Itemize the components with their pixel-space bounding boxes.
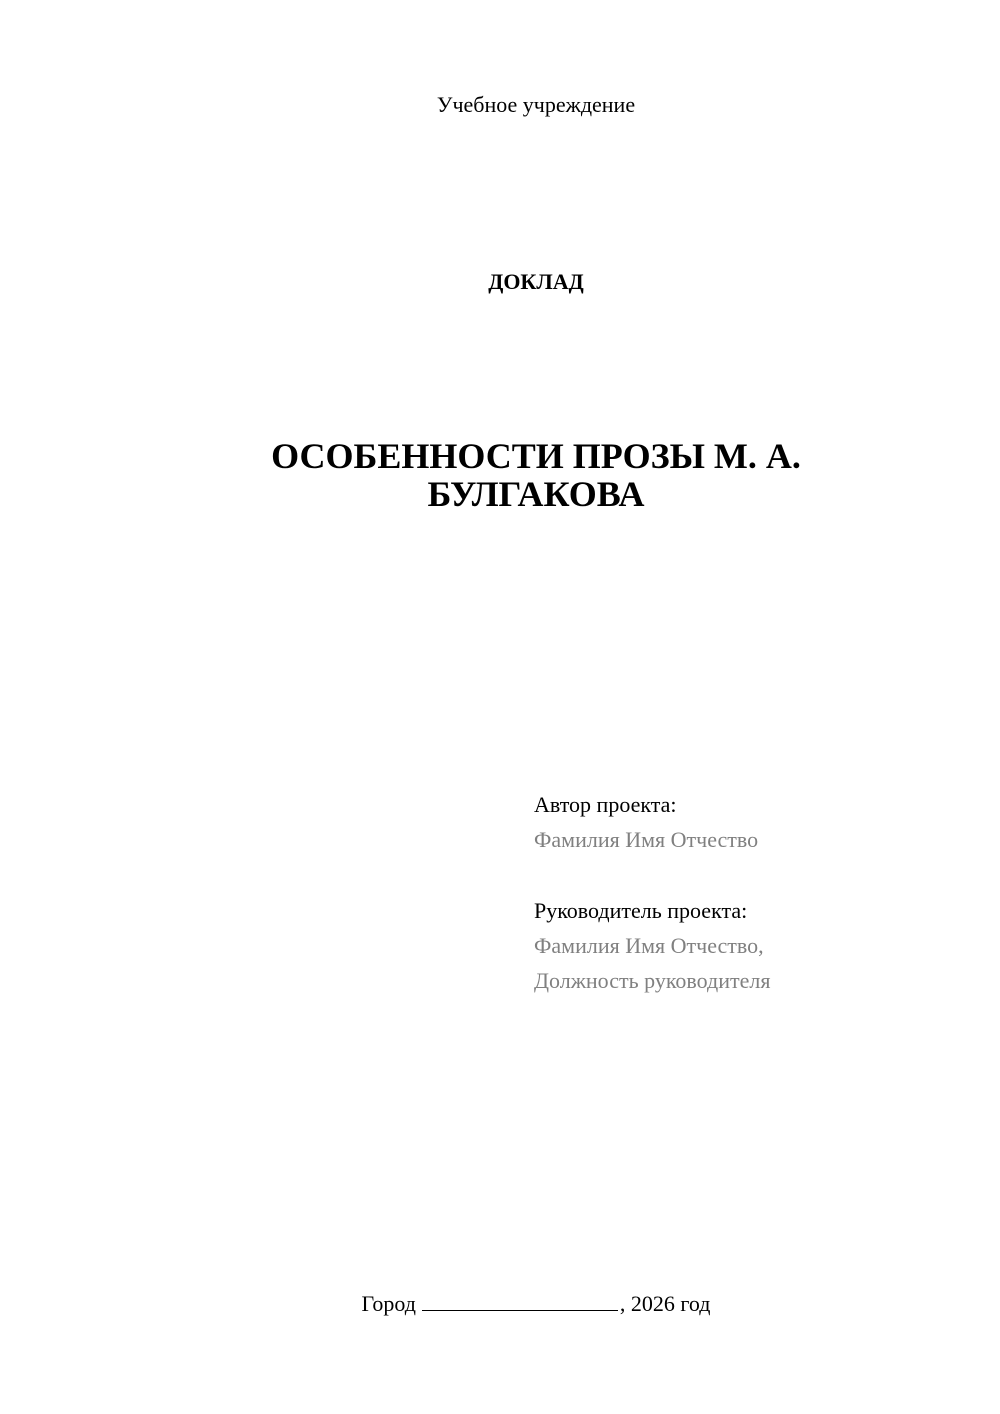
document-title xyxy=(200,437,872,513)
supervisor-position: Должность руководителя xyxy=(534,968,771,993)
title-line-1: ОСОБЕННОСТИ ПРОЗЫ М. А. xyxy=(271,436,801,476)
supervisor-name: Фамилия Имя Отчество, xyxy=(534,933,764,958)
year-text: , 2026 год xyxy=(619,1291,711,1316)
author-label: Автор проекта: xyxy=(534,792,677,817)
project-people-block xyxy=(534,787,974,998)
document-type: ДОКЛАД xyxy=(488,269,584,294)
title-line-2: БУЛГАКОВА xyxy=(427,474,645,514)
spacer xyxy=(534,857,974,893)
supervisor-label: Руководитель проекта: xyxy=(534,898,748,923)
institution-name: Учебное учреждение xyxy=(436,92,636,117)
author-name: Фамилия Имя Отчество xyxy=(534,827,759,852)
city-blank-line xyxy=(422,1290,618,1311)
city-label: Город xyxy=(361,1291,416,1316)
city-year-line xyxy=(0,1290,1000,1318)
